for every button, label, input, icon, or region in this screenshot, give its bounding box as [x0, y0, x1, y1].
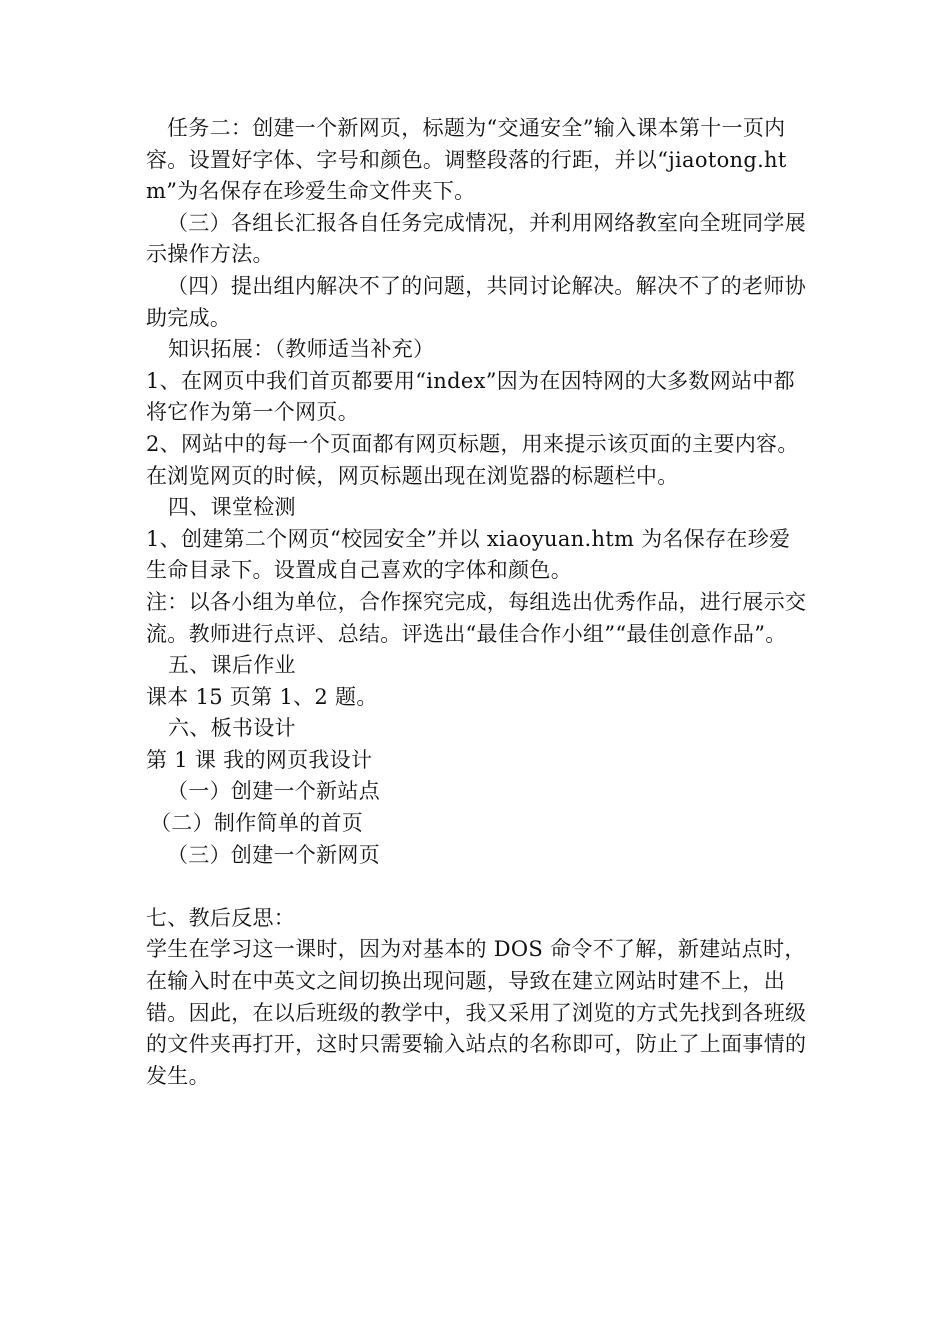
blank-line [146, 871, 810, 903]
knowledge-point-2: 2、网站中的每一个页面都有网页标题，用来提示该页面的主要内容。在浏览网页的时候，网页标题出现在浏览器的标题栏中。 [146, 431, 799, 488]
section-heading-board-design: 六、板书设计 [168, 716, 296, 741]
section-heading-classroom-test: 四、课堂检测 [168, 495, 296, 520]
reflection-text: 学生在学习这一课时，因为对基本的 DOS 命令不了解，新建站点时，在输入时在中英文之间切换出现问题，导致在建立网站时建不上，出错。因此，在以后班级的教学中，我又采用了浏览的方式先找到各班级的文件夹再打开，这时只需要输入站点的名称即可，防止了上面事情的发生。 [146, 937, 807, 1088]
board-design-item-3: （三）创建一个新网页 [167, 842, 380, 867]
section-heading-reflection: 七、教后反思： [146, 905, 296, 930]
board-design-item-2: （二）制作简单的首页 [150, 811, 363, 836]
problem-discussion-paragraph: （四）提出组内解决不了的问题，共同讨论解决。解决不了的老师协助完成。 [146, 273, 806, 330]
task-two-paragraph: 任务二：创建一个新网页，标题为“交通安全”输入课本第十一页内容。设置好字体、字号和颜色。调整段落的行距，并以“jiaotong.htm”为名保存在珍爱生命文件夹下。 [146, 116, 787, 204]
knowledge-point-1: 1、在网页中我们首页都要用“index”因为在因特网的大多数网站中都将它作为第一个网页。 [146, 368, 795, 425]
homework-text: 课本 15 页第 1、2 题。 [146, 684, 378, 709]
board-design-item-1: （一）创建一个新站点 [167, 779, 380, 804]
knowledge-extension-heading: 知识拓展：（教师适当补充） [168, 337, 435, 362]
section-heading-homework: 五、课后作业 [168, 653, 296, 678]
board-design-title: 第 1 课 我的网页我设计 [146, 747, 373, 772]
document-body [146, 113, 810, 1092]
classroom-test-note: 注：以各小组为单位，合作探究完成，每组选出优秀作品，进行展示交流。教师进行点评、总结。评选出“最佳合作小组”“最佳创意作品”。 [146, 589, 807, 646]
group-report-paragraph: （三）各组长汇报各自任务完成情况，并利用网络教室向全班同学展示操作方法。 [146, 210, 806, 267]
classroom-test-item-1: 1、创建第二个网页“校园安全”并以 xiaoyuan.htm 为名保存在珍爱生命目录下。设置成自己喜欢的字体和颜色。 [146, 526, 791, 583]
